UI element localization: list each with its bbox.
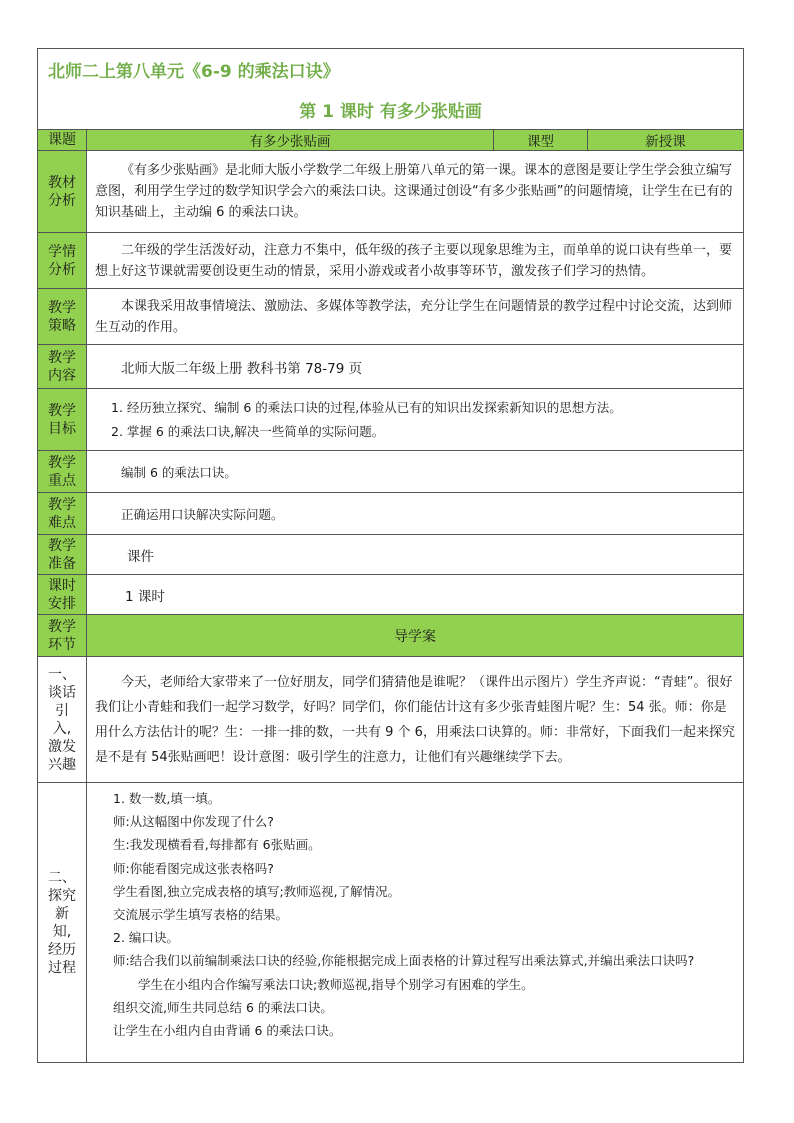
section-1-label: 一、 谈话 引 入, 激发 兴趣 (38, 657, 87, 783)
goal-item: 1. 经历独立探究、编制 6 的乘法口诀的过程,体验从已有的知识出发探索新知识的思想方法。 (111, 399, 622, 415)
teaching-prep-text: 课件 (87, 535, 744, 575)
lesson-plan-table (37, 48, 744, 1063)
topic-label: 课题 (38, 130, 87, 151)
lesson-type-value: 新授课 (588, 130, 744, 151)
teaching-process-label: 教学 环节 (38, 615, 87, 657)
teaching-focus-label: 教学 重点 (38, 451, 87, 493)
lesson-time-label: 课时 安排 (38, 575, 87, 615)
step-line: 1. 数一数,填一填。 (113, 791, 221, 806)
teaching-strategy-label: 教学 策略 (38, 289, 87, 345)
teaching-difficulty-label: 教学 难点 (38, 493, 87, 535)
lesson-plan-document (37, 48, 743, 1063)
step-line: 组织交流,师生共同总结 6 的乘法口诀。 (113, 999, 333, 1015)
section-1-text: 今天，老师给大家带来了一位好朋友，同学们猜猜他是谁呢？（课件出示图片）学生齐声说：“青蛙”。很好我们让小青蛙和我们一起学习数学，好吗？同学们，你们能估计这有多少张青蛙图片呢？生：54 张。师：你是用什么方法估计的呢？生：一排一排的数，一共有 9 个 6，用乘法口诀算的。师：非常好，下面我们一起来探究是不是有 54张贴画吧！设计意图：吸引学生的注意力，让他们有兴趣继续学下去。 (87, 657, 744, 783)
step-line: 学生看图,独立完成表格的填写;教师巡视,了解情况。 (113, 883, 401, 899)
teaching-difficulty-text: 正确运用口诀解决实际问题。 (87, 493, 744, 535)
learner-analysis-label: 学情 分析 (38, 233, 87, 289)
material-analysis-label: 教材 分析 (38, 151, 87, 233)
teaching-focus-text: 编制 6 的乘法口诀。 (87, 451, 744, 493)
step-line: 学生在小组内合作编写乘法口诀;教师巡视,指导个别学习有困难的学生。 (138, 976, 534, 992)
step-line: 师:你能看图完成这张表格吗? (113, 860, 274, 876)
lesson-time-text: 1 课时 (87, 575, 744, 615)
step-line: 师:结合我们以前编制乘法口诀的经验,你能根据完成上面表格的计算过程写出乘法算式,并编出乘法口诀吗? (113, 953, 695, 969)
topic-value: 有多少张贴画 (87, 130, 494, 151)
teaching-prep-label: 教学 准备 (38, 535, 87, 575)
teaching-content-label: 教学 内容 (38, 345, 87, 389)
step-line: 2. 编口诀。 (113, 930, 179, 946)
teaching-goals-label: 教学 目标 (38, 389, 87, 451)
teaching-content-text: 北师大版二年级上册 教科书第 78-79 页 (87, 345, 744, 389)
step-line: 生:我发现横看看,每排都有 6张贴画。 (113, 837, 321, 853)
section-2-steps (87, 783, 744, 1063)
guided-learning-header: 导学案 (87, 615, 744, 657)
unit-title: 北师二上第八单元《6-9 的乘法口诀》 (38, 49, 744, 90)
step-line: 交流展示学生填写表格的结果。 (113, 907, 289, 923)
learner-analysis-text: 二年级的学生活泼好动，注意力不集中，低年级的孩子主要以现象思维为主，而单单的说口诀有些单一，要想上好这节课就需要创设更生动的情景，采用小游戏或者小故事等环节，激发孩子们学习的热情。 (87, 233, 744, 289)
lesson-type-label: 课型 (494, 130, 588, 151)
step-line: 让学生在小组内自由背诵 6 的乘法口诀。 (113, 1023, 342, 1039)
teaching-goals-list (87, 389, 744, 451)
goal-item: 2. 掌握 6 的乘法口诀,解决一些简单的实际问题。 (111, 423, 385, 439)
teaching-strategy-text: 本课我采用故事情境法、激励法、多媒体等教学法，充分让学生在问题情景的教学过程中讨论交流，达到师生互动的作用。 (87, 289, 744, 345)
step-line: 师:从这幅图中你发现了什么? (113, 814, 274, 830)
lesson-title: 第 1 课时 有多少张贴画 (38, 89, 744, 130)
material-analysis-text: 《有多少张贴画》是北师大版小学数学二年级上册第八单元的第一课。课本的意图是要让学生学会独立编写意图，利用学生学过的数学知识学会六的乘法口诀。这课通过创设“有多少张贴画”的问题情境，让学生在已有的知识基础上，主动编 6 的乘法口诀。 (87, 151, 744, 233)
section-2-label: 二、 探究 新 知, 经历 过程 (38, 783, 87, 1063)
